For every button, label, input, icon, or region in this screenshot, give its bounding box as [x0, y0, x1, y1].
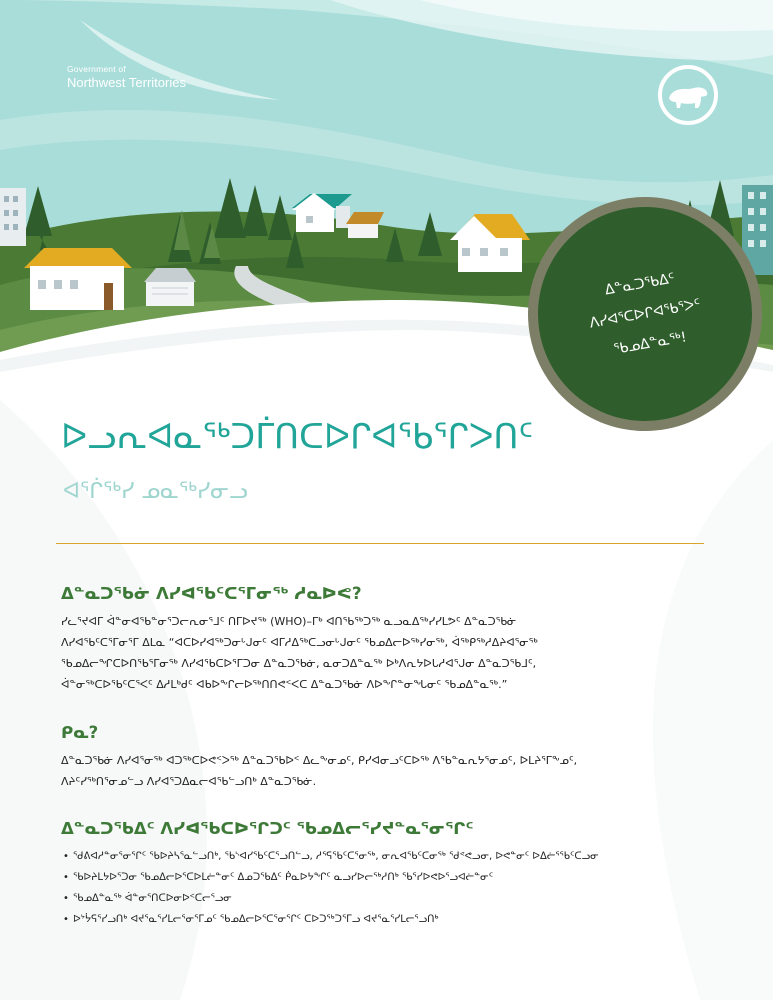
signs-list	[61, 846, 721, 930]
org-line-2: Northwest Territories	[67, 75, 186, 90]
slogan-badge	[528, 197, 762, 431]
divider-rule	[56, 543, 704, 544]
page-subtitle: ᐊᕐᒌᖅᓯ ᓄᓇᖅᓯᓂᓗ	[63, 479, 248, 504]
government-wordmark	[67, 64, 186, 90]
paragraph-line: ᓯᓚᕐᔪᐊᒥ ᐋᓐᓂᐊᖃᓐᓂᕐᑐᓕᕆᓂᕐᒧᑦ ᑎᒥᐅᔪᖅ (WHO)–ᒥᒃ ᐊᑎᖃᖅᑐᖅ ᓇᓗᓇᐃᖅᓯᓯᒪᕗᑦ ᐃᓐᓇᑐᖃᓃ	[61, 615, 517, 628]
list-item: • ᖁᕕᐊᓱᓐᓂᕐᓂᕐᒋᑦ ᖃᐅᔨᓴᕐᓇᓪᓗᑎᒃ, ᖃᔅᐊᓯᖃᑦᑕᕐᓗᑎᓪᓗ, ᓱᕐᕋᖃᑦᑕᕐᓂᖅ, ᓂᕆᐊᖃᑦᑕᓂᖅ ᖁᕝᕙᓗᓂ, ᐅᕙᓐᓂᑦ ᐅᐃᓖᕐᖃᑦᑕᓗᓂ	[61, 846, 721, 867]
paragraph-line: ᐱᓯᐊᖃᑦᑕᕐᒥᓂᕐᒥ ᐃᒪᓇ “ᐊᑕᐅᓯᐊᖅᑐᓂᒡᒍᓂᑦ ᐊᒥᓱᐃᖅᑕᓗᓂᒡᒍᓂᑦ ᖃᓄᐃᓕᐅᖅᓯᓂᖅ, ᐋᖅᑭᖅᓱᐃᔨᐊᕐᓂᖅ	[61, 636, 538, 649]
badge-line-2: ᐱᓯᐊᕐᑕᐅᒋᐊᖃᕐᐳᑦ	[588, 296, 702, 332]
badge-line-3: ᖃᓄᐃᓐᓇᖅ!	[612, 329, 688, 358]
paragraph-line: ᐋᓐᓂᖅᑕᐅᖃᑦᑕᕐᐸᑦ ᐃᓱᒪᒃᑯᑦ ᐊᑲᐅᖕᒋᓕᐅᖅᑎᑎᕙᑉᐸᑕ ᐃᓐᓇᑐᖃᓃ ᐱᐅᖕᒋᓐᓂᖓᓂᑦ ᖃᓄᐃᓐᓇᖅ.”	[61, 678, 508, 691]
page-title: ᐅᓗᕆᐊᓇᖅᑐᒦᑎᑕᐅᒋᐊᖃᕐᒋᐳᑎᑦ	[61, 417, 534, 457]
section-heading-signs: ᐃᓐᓇᑐᖃᐃᑦ ᐱᓯᐊᖃᑕᐅᕐᒋᑐᑦ ᖃᓄᐃᓕᕐᓯᔪᓐᓇᕐᓂᕐᒋᑦ	[61, 819, 474, 838]
section-paragraph-what	[61, 611, 717, 695]
section-paragraph-who	[61, 750, 717, 792]
list-item: • ᐅᔾᔮᕋᕐᓯᓗᑎᒃ ᐊᔪᕐᓇᕐᓯᒪᓕᕐᓂᕐᒥᓄᑦ ᖃᓄᐃᓕᐅᕐᑕᕐᓂᕐᒋᑦ ᑕᐅᑐᖅᑐᕐᒥᓗ ᐊᔪᕐᓇᕐᓯᒪᓕᕐᓗᑎᒃ	[61, 909, 721, 930]
paragraph-line: ᖃᓄᐃᓕᖏᑕᐅᑎᖃᕐᒥᓂᖅ ᐱᓯᐊᖃᑕᐅᕐᒥᑐᓂ ᐃᓐᓇᑐᖃᓃ, ᓇᓂᑐᐃᓐᓇᖅ ᐅᒃᐱᕆᔭᐅᒐᓱᐊᕐᒍᓂ ᐃᓐᓇᑐᖃᒧᑦ,	[61, 657, 537, 670]
paragraph-line: ᐱᔨᑦᓯᖅᑎᕐᓂᓄᓪᓗ ᐱᓯᐊᕐᑐᐃᓇᓕᐊᖃᓪᓗᑎᒃ ᐃᓐᓇᑐᖃᓃ.	[61, 775, 317, 788]
list-item: • ᖃᐅᔨᒪᔭᐅᕐᑐᓂ ᖃᓄᐃᓕᐅᕐᑕᐅᒪᓖᓐᓂᑦ ᐃᓄᑐᖃᐃᑦ ᑮᓇᐅᔭᖏᑦ ᓇᓗᓯᐅᓕᖅᓱᑎᒃ ᖃᕐᓯᐅᕙᐅᕐᓗᐊᓖᓐᓂᑦ	[61, 867, 721, 888]
list-item: • ᖃᓄᐃᓐᓇᖅ ᐋᓐᓂᕐᑎᑕᐅᓂᐅᑉᑕᓕᕐᓗᓂ	[61, 888, 721, 909]
section-heading-what: ᐃᓐᓇᑐᖃᓃ ᐱᓯᐊᖃᑦᑕᕐᒥᓂᖅ ᓱᓇᐅᕙ?	[61, 584, 362, 603]
polar-bear-icon	[657, 64, 719, 126]
section-heading-who: ᑭᓇ?	[61, 723, 99, 742]
badge-line-1: ᐃᓐᓇᑐᖃᐃᑦ	[603, 270, 676, 299]
paragraph-line: ᐃᓐᓇᑐᖃᓃ ᐱᓯᐊᕐᓂᖅ ᐊᑐᖅᑕᐅᕙᑉᐳᖅ ᐃᓐᓇᑐᖃᐅᑉ ᐃᓚᖕᓂᓄᑦ, ᑭᓯᐊᓂᓗᑦᑕᐅᖅ ᐱᖃᓐᓇᕆᔭᕐᓂᓄᑦ, ᐅᒪᔨᕐᒥᖕᓄᑦ,	[61, 754, 578, 767]
org-line-1: Government of	[67, 64, 126, 74]
